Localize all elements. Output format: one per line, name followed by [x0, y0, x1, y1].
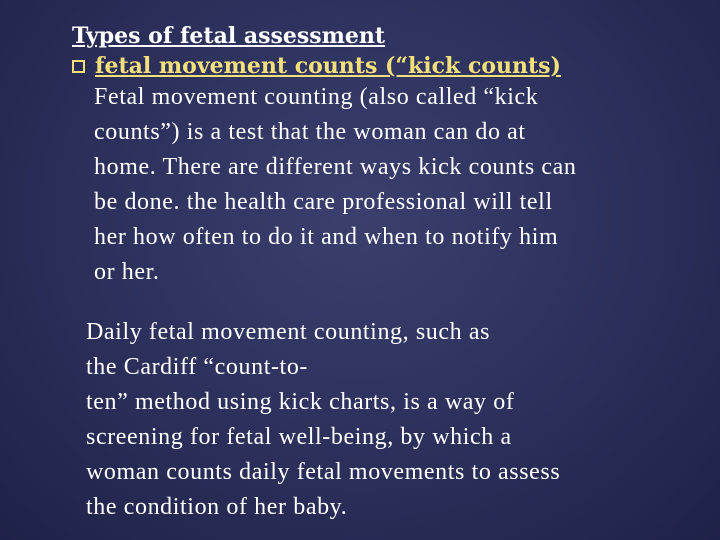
paragraph-daily-counting — [72, 315, 672, 525]
paragraph-line: the Cardiff “count-to- — [86, 354, 309, 380]
paragraph-line: screening for fetal well-being, by which a — [86, 424, 512, 450]
paragraph-line: her how often to do it and when to notify him — [94, 224, 559, 250]
paragraph-line: counts”) is a test that the woman can do at — [94, 119, 526, 145]
bullet-heading-text: fetal movement counts (“kick counts) — [95, 53, 561, 79]
paragraph-line: Daily fetal movement counting, such as — [86, 319, 491, 345]
paragraph-kick-counts — [72, 80, 672, 290]
bullet-heading — [72, 52, 672, 80]
paragraph-line: ten” method using kick charts, is a way of — [86, 389, 515, 415]
checkbox-bullet-icon — [72, 60, 85, 73]
slide-content — [72, 22, 672, 525]
paragraph-line: Fetal movement counting (also called “kick — [94, 84, 539, 110]
paragraph-line: home. There are different ways kick counts can — [94, 154, 577, 180]
slide-title: Types of fetal assessment — [72, 23, 386, 49]
paragraph-line: be done. the health care professional will tell — [94, 189, 553, 215]
paragraph-line: the condition of her baby. — [86, 494, 348, 520]
paragraph-line: woman counts daily fetal movements to assess — [86, 459, 561, 485]
paragraph-line: or her. — [94, 259, 160, 285]
